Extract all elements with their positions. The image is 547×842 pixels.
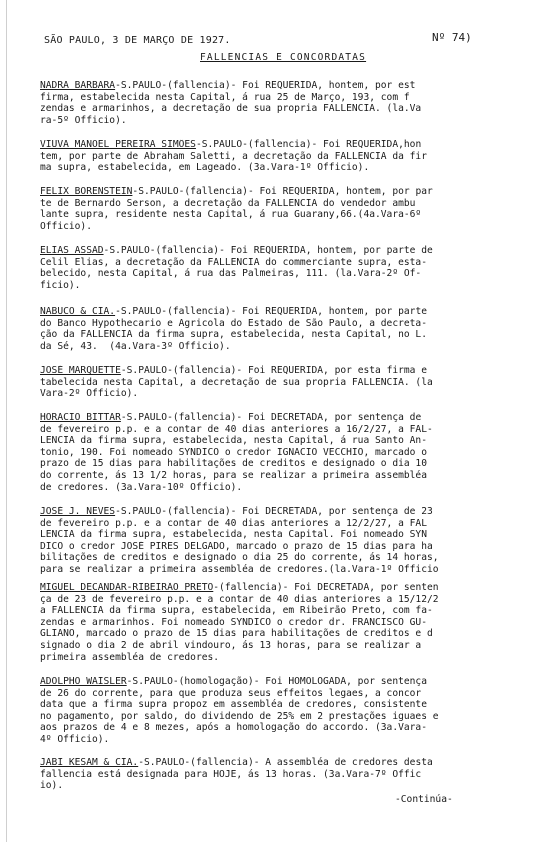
entry-nadra-barbara bbox=[40, 80, 545, 126]
entry-text-line: da Sé, 43. (4a.Vara-3º Officio). bbox=[40, 340, 231, 352]
entry-text-line: ficio). bbox=[40, 279, 81, 291]
entry-text-line: -S.PAULO-(homologação)- Foi HOMOLOGADA, por sentença bbox=[126, 676, 427, 687]
entry-first-line bbox=[40, 80, 545, 92]
entry-name: NADRA BARBARA bbox=[40, 80, 116, 91]
entry-name: ADOLPHO WAISLER bbox=[40, 676, 127, 687]
entry-first-line bbox=[40, 582, 545, 594]
entry-text-line: a FALLENCIA da firma supra, estabelecida, em Ribeirão Preto, com fa- bbox=[40, 605, 433, 617]
entry-text-line: GLIANO, marcado o prazo de 15 dias para habilitações de creditos e d bbox=[40, 628, 433, 640]
entry-text-line: Celil Elias, a decretação da FALLENCIA do commerciante supra, esta- bbox=[40, 256, 427, 268]
entry-text-line: ra-5º Officio). bbox=[40, 114, 127, 126]
entry-text-line: primeira assembléa de credores. bbox=[40, 651, 220, 663]
entry-first-line bbox=[40, 412, 545, 424]
entry-text-line: bilitações de creditos e designado o dia 25 do corrente, ás 14 horas, bbox=[40, 552, 439, 564]
entry-name: ELIAS ASSAD bbox=[40, 245, 104, 256]
entry-text-line: tonio, 190. Foi nomeado SYNDICO o credor IGNACIO VECCHIO, marcado o bbox=[40, 446, 427, 458]
continued-marker: -Continúa- bbox=[395, 794, 453, 805]
entry-text-line: Vara-2º Officio). bbox=[40, 388, 139, 400]
entry-text-line: ça de 23 de fevereiro p.p. e a contar de 40 dias anteriores a 15/12/2 bbox=[40, 593, 439, 605]
document-date: SÃO PAULO, 3 DE MARÇO DE 1927. bbox=[44, 35, 231, 46]
entry-elias-assad bbox=[40, 245, 545, 291]
entry-text-line: do Banco Hypothecario e Agricola do Estado de São Paulo, a decreta- bbox=[40, 317, 427, 329]
entry-text-line: zendas e armarinhos, a decretação de sua propria FALLENCIA. (la.Va bbox=[40, 103, 422, 115]
entry-viuva-manoel bbox=[40, 139, 545, 174]
entry-text-line: -S.PAULO-(fallencia)- Foi REQUERIDA, hontem, por parte de bbox=[103, 245, 433, 256]
entry-text-line: lante supra, residente nesta Capital, á rua Guarany,66.(4a.Vara-6º bbox=[40, 209, 422, 221]
entry-text-line: -S.PAULO-(fallencia)- Foi REQUERIDA, hontem, por est bbox=[115, 80, 416, 91]
entry-text-line: aos prazos de 4 e 8 mezes, após a homologação do accordo. (3a.Vara- bbox=[40, 722, 427, 734]
entry-first-line bbox=[40, 757, 545, 769]
entry-text-line: 4º Officio). bbox=[40, 733, 110, 745]
entry-text-line: tabelecida nesta Capital, a decretação de sua propria FALLENCIA. (la bbox=[40, 376, 433, 388]
entry-nabuco bbox=[40, 306, 545, 352]
entry-text-line: tem, por parte de Abraham Saletti, a decretação da FALLENCIA da fir bbox=[40, 150, 427, 162]
entry-text-line: -S.PAULO-(fallencia)- Foi DECRETADA, por sentença de bbox=[120, 412, 422, 423]
entry-first-line bbox=[40, 506, 545, 518]
entry-text-line: DICO o credor JOSÉ PIRES DELGADO, marcado o prazo de 15 dias para ha bbox=[40, 540, 433, 552]
entry-text-line: de fevereiro p.p. e a contar de 40 dias anteriores a 16/2/27, a FAL- bbox=[40, 423, 433, 435]
entry-horacio-bittar bbox=[40, 412, 545, 493]
entry-text-line: zendas e armarinhos. Foi nomeado SYNDICO o credor dr. FRANCISCO GU- bbox=[40, 616, 427, 628]
entry-text-line: fallencia está designada para HOJE, ás 13 horas. (3a.Vara-7º Offic bbox=[40, 768, 422, 780]
entry-miguel-decandar bbox=[40, 582, 545, 663]
entry-text-line: -S.PAULO-(fallencia)- Foi REQUERIDA, hontem, por par bbox=[132, 186, 433, 197]
entry-name: JOSÉ J. NEVES bbox=[40, 506, 116, 517]
entry-text-line: LENCIA da firma supra, estabelecida, nesta Capital, á rua Santo An- bbox=[40, 435, 427, 447]
entry-text-line: de 26 do corrente, para que produza seus effeitos legaes, a concor bbox=[40, 687, 422, 699]
entry-text-line: signado o dia 2 de abril vindouro, ás 13 horas, para se realizar a bbox=[40, 639, 422, 651]
entry-name: NABUCO & CIA. bbox=[40, 306, 116, 317]
entry-text-line: io). bbox=[40, 780, 64, 792]
entry-text-line: ma supra, estabelecida, em Lageado. (3a.Vara-1º Officio). bbox=[40, 162, 370, 174]
entry-jabi-kesam bbox=[40, 757, 545, 792]
entry-text-line: de credores. (3a.Vara-10º Officio). bbox=[40, 481, 243, 493]
entry-text-line: te de Bernardo Serson, a decretação da FALLENCIA do vendedor ambu bbox=[40, 197, 416, 209]
entry-name: JOSÉ MARQUETTE bbox=[40, 365, 121, 376]
entry-text-line: firma, estabelecida nesta Capital, á rua 25 de Março, 193, com f bbox=[40, 91, 410, 103]
entry-first-line bbox=[40, 186, 545, 198]
entry-first-line bbox=[40, 306, 545, 318]
page-left-edge bbox=[6, 0, 7, 842]
entry-name: MIGUEL DECANDAR-RIBEIRÃO PRETO bbox=[40, 582, 214, 593]
entry-jose-marquette bbox=[40, 365, 545, 400]
entry-text-line: belecido, nesta Capital, á rua das Palmeiras, 111. (la.Vara-2º Of- bbox=[40, 268, 422, 280]
entry-first-line bbox=[40, 139, 545, 151]
entry-name: HORACIO BITTAR bbox=[40, 412, 121, 423]
entry-text-line: de fevereiro p.p. e a contar de 40 dias anteriores a 12/2/27, a FAL bbox=[40, 517, 427, 529]
entry-first-line bbox=[40, 245, 545, 257]
document-number: Nº 74) bbox=[432, 31, 472, 44]
entry-adolpho-waisler bbox=[40, 676, 545, 746]
entry-felix-borenstein bbox=[40, 186, 545, 232]
entry-text-line: para se realizar a primeira assembléa de credores.(la.Vara-1º Officio bbox=[40, 563, 439, 575]
entry-text-line: -S.PAULO-(fallencia)- Foi REQUERIDA,hon bbox=[195, 139, 422, 150]
entry-text-line: -S.PAULO-(fallencia)- Foi DECRETADA, por sentença de 23 bbox=[115, 506, 433, 517]
entry-text-line: ção da FALLENCIA da firma supra, estabelecida, nesta Capital, no L. bbox=[40, 329, 427, 341]
entry-text-line: no pagamento, por saldo, do dividendo de 25% em 2 prestações iguaes e bbox=[40, 710, 439, 722]
entry-text-line: Officio). bbox=[40, 220, 92, 232]
section-heading: FALLENCIAS E CONCORDATAS bbox=[200, 52, 367, 63]
entry-text-line: LENCIA da firma supra, estabelecida, nesta Capital. Foi nomeado SYN bbox=[40, 529, 427, 541]
entry-text-line: do corrente, ás 13 1/2 horas, para se realizar a primeira assembléa bbox=[40, 469, 427, 481]
entry-first-line bbox=[40, 365, 545, 377]
entry-text-line: -(fallencia)- Foi DECRETADA, por senten bbox=[213, 582, 439, 593]
entry-text-line: -S.PAULO-(fallencia)- Foi REQUERIDA, por esta firma e bbox=[120, 365, 427, 376]
entry-first-line bbox=[40, 676, 545, 688]
entry-jose-j-neves bbox=[40, 506, 545, 576]
entry-name: FELIX BORENSTEIN bbox=[40, 186, 133, 197]
entry-name: JABI KESAM & CIA. bbox=[40, 757, 139, 768]
entry-text-line: data que a firma supra propoz em assembléa de credores, consistente bbox=[40, 699, 427, 711]
entry-text-line: -S.PAULO-(fallencia)- Foi REQUERIDA, hontem, por parte bbox=[115, 306, 427, 317]
entry-text-line: -S.PAULO-(fallencia)- A assembléa de credores desta bbox=[138, 757, 433, 768]
entry-name: VIUVA MANOEL PEREIRA SIMÕES bbox=[40, 139, 196, 150]
entry-text-line: prazo de 15 dias para habilitações de creditos e designado o dia 10 bbox=[40, 458, 427, 470]
